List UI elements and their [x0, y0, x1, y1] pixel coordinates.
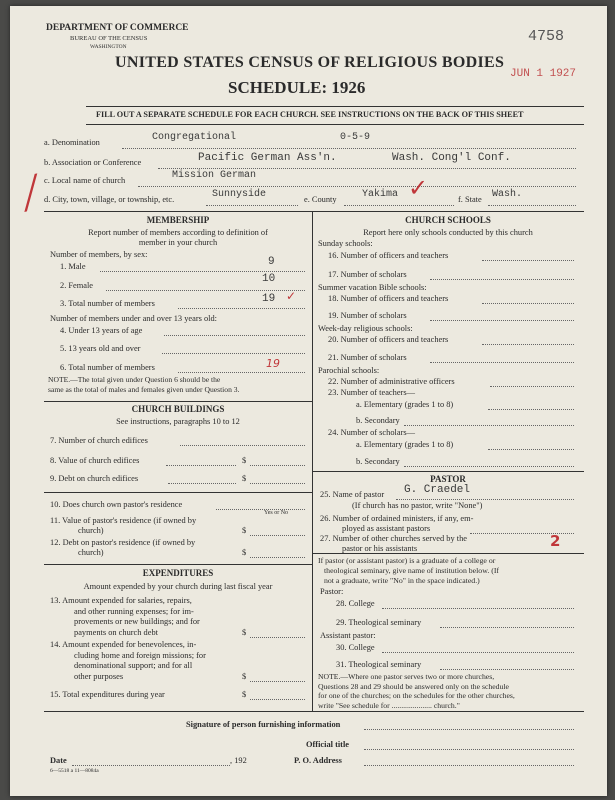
q9-label: 9. Debt on church edifices	[50, 474, 139, 483]
q27-label	[320, 534, 467, 554]
year-label: , 192	[230, 756, 247, 765]
schedule-year: SCHEDULE: 1926	[228, 78, 366, 97]
expenditures-title-wrap	[44, 568, 312, 578]
age-head: Number of members under and over 13 years old:	[50, 314, 217, 323]
official-title-label: Official title	[306, 740, 350, 749]
q24a-label: a. Elementary (grades 1 to 8)	[356, 440, 454, 449]
intro-line: member in your church	[138, 238, 218, 247]
q12-line: 12. Debt on pastor's residence (if owned by	[50, 538, 196, 547]
denomination-value: Congregational	[152, 132, 237, 143]
field-line	[122, 148, 576, 149]
q23a-label: a. Elementary (grades 1 to 8)	[356, 400, 454, 409]
field-line	[168, 483, 236, 484]
sunday-label: Sunday schools:	[318, 239, 373, 248]
city-value: Sunnyside	[212, 189, 267, 200]
q6-value: 19	[266, 357, 280, 370]
field-line	[488, 205, 576, 206]
grad-note-line: theological seminary, give name of institution below. (If	[324, 566, 500, 575]
field-line	[250, 637, 305, 638]
field-line	[488, 449, 574, 450]
rule	[44, 211, 584, 212]
state-value: Wash.	[492, 189, 523, 200]
dollar-sign: $	[242, 672, 247, 681]
rule	[312, 471, 584, 472]
q26-line: 26. Number of ordained ministers, if any, em-	[320, 514, 474, 523]
pastor-note-line: Questions 28 and 29 should be answered only on the schedule	[318, 681, 509, 691]
dollar-sign: $	[242, 526, 247, 535]
signature-label: Signature of person furnishing information	[186, 720, 341, 729]
field-line	[404, 425, 574, 426]
buildings-sub: See instructions, paragraphs 10 to 12	[116, 417, 240, 426]
q12-line: church)	[78, 548, 104, 557]
buildings-sub-wrap	[44, 417, 312, 426]
q31-label: 31. Theological seminary	[336, 660, 422, 669]
field-line	[396, 499, 574, 500]
by-sex-label: Number of members, by sex:	[50, 250, 148, 259]
q1-value: 9	[268, 256, 275, 268]
bureau-name: BUREAU OF THE CENSUS	[70, 35, 148, 42]
rule	[44, 401, 312, 402]
state-label: f. State	[458, 195, 482, 204]
q27-value: 2	[550, 532, 561, 550]
field-line	[430, 320, 574, 321]
field-line	[250, 483, 305, 484]
weekday-label: Week-day religious schools:	[318, 324, 413, 333]
field-line	[250, 465, 305, 466]
q11-line: church)	[78, 526, 104, 535]
q24-label: 24. Number of scholars—	[328, 428, 415, 437]
membership-intro	[44, 228, 312, 248]
q7-label: 7. Number of church edifices	[50, 436, 148, 445]
field-line	[344, 205, 454, 206]
field-line	[488, 409, 574, 410]
q25-label: 25. Name of pastor	[320, 490, 385, 499]
q18-label: 18. Number of officers and teachers	[328, 294, 449, 303]
field-line	[430, 279, 574, 280]
q13-line: 13. Amount expended for salaries, repairs,	[50, 596, 192, 605]
q13-label	[50, 596, 200, 638]
field-line	[490, 386, 574, 387]
rule	[86, 106, 584, 107]
q25-note: (If church has no pastor, write "None")	[352, 501, 483, 510]
summer-label: Summer vacation Bible schools:	[318, 283, 427, 292]
rule	[44, 564, 312, 565]
q17-label: 17. Number of scholars	[328, 270, 407, 279]
q20-label: 20. Number of officers and teachers	[328, 335, 449, 344]
date-line	[72, 765, 230, 766]
yes-no-hint: Yes or No	[264, 510, 289, 516]
q4-label: 4. Under 13 years of age	[60, 326, 143, 335]
field-line	[382, 652, 574, 653]
expenditures-title: EXPENDITURES	[142, 568, 214, 578]
signature-line	[364, 729, 574, 730]
field-line	[430, 362, 574, 363]
local-name-label: c. Local name of church	[44, 176, 126, 185]
pastor-title-wrap	[312, 474, 584, 484]
membership-note	[48, 375, 239, 395]
county-value: Yakima	[362, 189, 399, 200]
q14-line: denominational support; and for all	[74, 661, 193, 671]
field-line	[482, 260, 574, 261]
q23-label: 23. Number of teachers—	[328, 388, 415, 397]
form-title: UNITED STATES CENSUS OF RELIGIOUS BODIES	[115, 54, 505, 71]
dollar-sign: $	[242, 628, 247, 637]
q30-label: 30. College	[336, 643, 375, 652]
field-line	[206, 205, 298, 206]
schools-sub-wrap	[312, 228, 584, 237]
q24b-label: b. Secondary	[356, 457, 400, 466]
graduate-note	[318, 556, 499, 586]
buildings-title-wrap	[44, 404, 312, 414]
rule	[86, 124, 584, 125]
dollar-sign: $	[242, 690, 247, 699]
instruction-line: FILL OUT A SEPARATE SCHEDULE FOR EACH CHURCH. SEE INSTRUCTIONS ON THE BACK OF THIS SHEET	[96, 110, 524, 119]
note-line: same as the total of males and females given under Question 3.	[48, 385, 240, 394]
q3-value: 19	[262, 293, 276, 305]
conference-value: Wash. Cong'l Conf.	[392, 152, 511, 164]
city-label: d. City, town, village, or township, etc.	[44, 195, 175, 204]
field-line	[440, 627, 574, 628]
form-number: 4758	[528, 28, 565, 45]
q29-label: 29. Theological seminary	[336, 618, 422, 627]
census-schedule-form	[10, 6, 607, 796]
q3-label: 3. Total number of members	[60, 299, 155, 308]
pastor-note-line: for one of the churches; on the schedules for the other churches,	[318, 691, 515, 701]
buildings-title: CHURCH BUILDINGS	[131, 404, 225, 414]
grad-note-line: not a graduate, write "No" in the space indicated.)	[324, 576, 480, 585]
field-line	[440, 669, 574, 670]
schools-sub: Report here only schools conducted by this church	[363, 228, 533, 237]
rule	[44, 492, 312, 493]
q13-line: payments on church debt	[74, 627, 158, 637]
denomination-code: 0-5-9	[340, 132, 371, 143]
denomination-label: a. Denomination	[44, 138, 100, 147]
field-line	[250, 699, 305, 700]
field-line	[180, 445, 305, 446]
q27-line: pastor or his assistants	[342, 544, 418, 553]
pastor-note-line: NOTE.—Where one pastor serves two or more churches,	[318, 672, 495, 681]
q25-value: G. Craedel	[404, 484, 471, 496]
date-label: Date	[50, 756, 67, 765]
bureau-city: WASHINGTON	[90, 44, 127, 50]
field-line	[482, 303, 574, 304]
schools-title-wrap	[312, 215, 584, 225]
expenditures-sub-wrap	[44, 582, 312, 591]
q14-line: 14. Amount expended for benevolences, in-	[50, 640, 197, 649]
membership-title-wrap	[44, 215, 312, 225]
rule	[44, 711, 584, 712]
intro-line: Report number of members according to definition of	[88, 228, 268, 237]
pastor-note	[318, 672, 515, 710]
official-title-line	[364, 749, 574, 750]
q14-line: other purposes	[74, 671, 124, 681]
q12-label	[50, 538, 195, 558]
po-address-label: P. O. Address	[294, 756, 342, 765]
field-line	[178, 372, 305, 373]
q2-value: 10	[262, 273, 276, 285]
association-value: Pacific German Ass'n.	[198, 152, 337, 164]
q26-line: ployed as assistant pastors	[342, 524, 431, 533]
q6-label: 6. Total number of members	[60, 363, 155, 372]
pastor-label: Pastor:	[320, 587, 344, 596]
local-name-value: Mission German	[172, 170, 257, 181]
q26-label	[320, 514, 473, 534]
print-codes: 6—5518 a 11—8084a	[50, 768, 99, 774]
q16-label: 16. Number of officers and teachers	[328, 251, 449, 260]
red-pencil-mark: ╱	[18, 174, 44, 213]
expenditures-sub: Amount expended by your church during last fiscal year	[83, 582, 273, 591]
field-line	[166, 465, 236, 466]
association-label: b. Association or Conference	[44, 158, 142, 167]
q15-label: 15. Total expenditures during year	[50, 690, 165, 699]
field-line	[162, 353, 305, 354]
field-line	[100, 271, 305, 272]
column-divider	[312, 211, 313, 711]
po-address-line	[364, 765, 574, 766]
field-line	[250, 681, 305, 682]
field-line	[178, 308, 305, 309]
q14-line: cluding home and foreign missions; for	[74, 650, 206, 660]
q5-label: 5. 13 years old and over	[60, 344, 141, 353]
dollar-sign: $	[242, 474, 247, 483]
field-line	[106, 290, 305, 291]
department-name: DEPARTMENT OF COMMERCE	[46, 23, 189, 33]
note-line: NOTE.—The total given under Question 6 should be the	[48, 375, 221, 384]
q27-line: 27. Number of other churches served by the	[320, 534, 467, 543]
q13-line: provements or new buildings; and for	[74, 617, 200, 627]
q13-line: and other running expenses; for im-	[74, 606, 194, 616]
county-label: e. County	[304, 195, 337, 204]
q10-label: 10. Does church own pastor's residence	[50, 500, 183, 509]
field-line	[382, 608, 574, 609]
red-check-mark: ✓	[286, 289, 297, 303]
dollar-sign: $	[242, 456, 247, 465]
field-line	[158, 168, 576, 169]
q8-label: 8. Value of church edifices	[50, 456, 140, 465]
received-date-stamp: JUN 1 1927	[510, 68, 577, 80]
field-line	[138, 186, 576, 187]
q11-label	[50, 516, 196, 536]
assistant-label: Assistant pastor:	[320, 631, 376, 640]
field-line	[404, 466, 574, 467]
rule	[312, 553, 584, 554]
schools-title: CHURCH SCHOOLS	[405, 215, 491, 225]
q22-label: 22. Number of administrative officers	[328, 377, 455, 386]
field-line	[216, 509, 305, 510]
q2-label: 2. Female	[60, 281, 94, 290]
q28-label: 28. College	[336, 599, 375, 608]
q21-label: 21. Number of scholars	[328, 353, 407, 362]
q11-line: 11. Value of pastor's residence (if owned by	[50, 516, 197, 525]
membership-title: MEMBERSHIP	[146, 215, 210, 225]
field-line	[250, 557, 305, 558]
q23b-label: b. Secondary	[356, 416, 400, 425]
grad-note-line: If pastor (or assistant pastor) is a graduate of a college or	[318, 556, 496, 565]
q14-label	[50, 640, 206, 682]
field-line	[482, 344, 574, 345]
dollar-sign: $	[242, 548, 247, 557]
q19-label: 19. Number of scholars	[328, 311, 407, 320]
q1-label: 1. Male	[60, 262, 86, 271]
field-line	[164, 335, 305, 336]
red-check-mark: ✓	[408, 174, 429, 202]
field-line	[250, 535, 305, 536]
pastor-title: PASTOR	[430, 474, 466, 484]
parochial-label: Parochial schools:	[318, 366, 380, 375]
pastor-note-line: write "See schedule for ..................... church."	[318, 700, 460, 710]
